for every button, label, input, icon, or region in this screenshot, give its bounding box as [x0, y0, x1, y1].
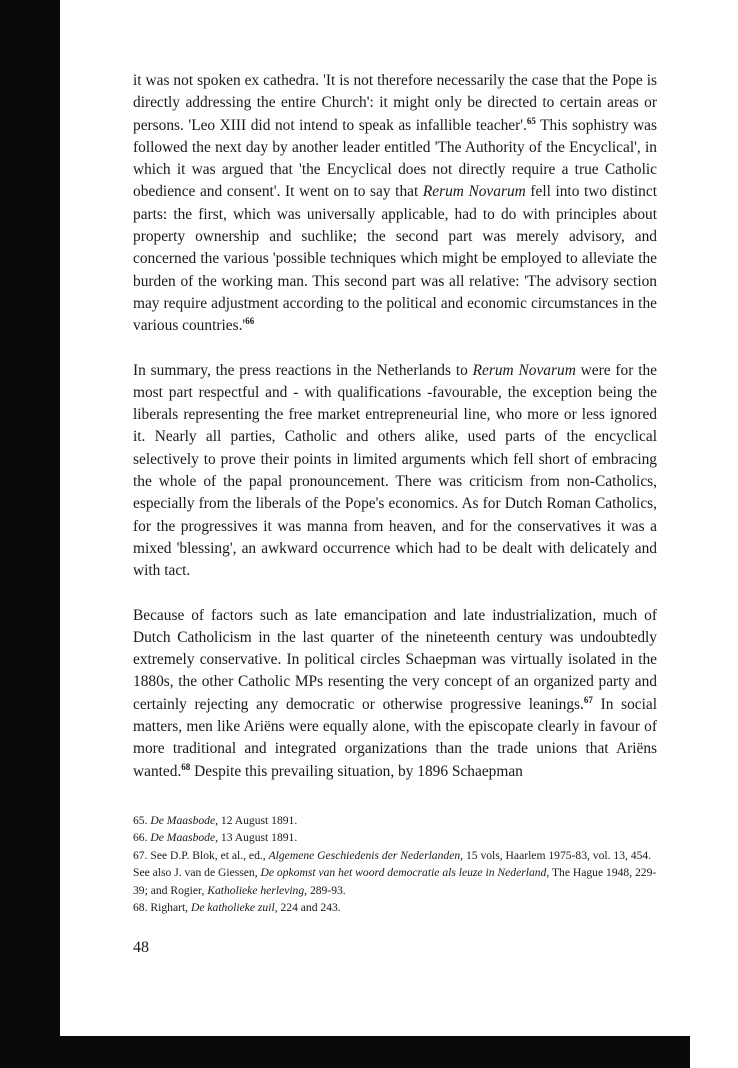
paragraph	[133, 360, 657, 583]
footnote	[133, 847, 657, 899]
footnote-ref: 66	[245, 316, 255, 327]
text-run: 224 and 243.	[277, 901, 341, 915]
italic-text: Rerum Novarum	[422, 183, 526, 201]
paragraph	[133, 70, 657, 338]
scan-border-bottom	[60, 1036, 690, 1068]
italic-text: De katholieke zuil,	[190, 901, 278, 915]
footnote	[133, 899, 657, 916]
text-run: 68. Righart,	[133, 901, 191, 915]
text-run: fell into two distinct parts: the first, which was universally applicable, had to do with principles about property ownership and suchlike; the second part was merely advisory, and concerned the various 'possible techniques which might be employed to alleviate the burden of the working man. This second part was all relative: 'The advisory section may require adjustment according to the political and economic circumstances in the various countries.'	[133, 183, 657, 335]
scan-border-left	[0, 0, 60, 1068]
text-run: In summary, the press reactions in the Netherlands to	[133, 361, 473, 379]
body-text	[133, 70, 657, 805]
footnote-ref: 67	[583, 694, 593, 705]
footnote-ref: 68	[181, 761, 191, 772]
italic-text: De Maasbode,	[150, 814, 219, 827]
text-run: 66.	[133, 831, 151, 845]
page-number: 48	[133, 939, 149, 956]
text-run: it was not spoken ex cathedra. 'It is not therefore necessarily the case that the Pope is directly addressing the entire Church': it might only be directed to certain areas or persons. 'Leo XIII did not intend to speak as infallible teacher'.	[133, 72, 657, 134]
text-run: 65.	[133, 814, 151, 827]
text-run: 13 August 1891.	[218, 831, 298, 845]
italic-text: De Maasbode,	[150, 831, 219, 845]
text-run: In social matters, men like Ariëns were equally alone, with the episcopate clearly in favour of more traditional and integrated organizations than the trade unions that Ariëns wanted.	[133, 695, 658, 780]
text-run: were for the most part respectful and - with qualifications -favourable, the exception being the liberals representing the free market entrepreneurial line, who more or less ignored it. Nearly all parties, Catholic and others alike, used parts of the encyclical selectively to prove their points in limited arguments which fell short of embracing the whole of the papal pronouncement. There was criticism from non-Catholics, especially from the liberals of the Pope's economics. As for Dutch Roman Catholics, for the progressives it was manna from heaven, and for the conservatives it was a mixed 'blessing', an awkward occurrence which had to be dealt with delicately and with tact.	[133, 361, 657, 580]
italic-text: Katholieke herleving,	[207, 883, 308, 897]
text-run: This sophistry was followed the next day by another leader entitled 'The Authority of the Encyclical', in which it was argued that 'the Encyclical does not directly require a true Catholic obedience and consent'. It went on to say that	[133, 116, 658, 201]
text-run: Despite this prevailing situation, by 1896 Schaepman	[190, 762, 523, 780]
paragraph	[133, 605, 657, 783]
italic-text: Rerum Novarum	[472, 361, 576, 379]
footnote	[133, 812, 657, 829]
text-run: 289-93.	[307, 883, 346, 897]
text-run: Because of factors such as late emancipation and late industrialization, much of Dutch Catholicism in the last quarter of the nineteenth century was undoubtedly extremely conservative. In political circles Schaepman was virtually isolated in the 1880s, the other Catholic MPs resenting the very concept of an organized party and certainly rejecting any democratic or otherwise progressive leanings.	[133, 606, 657, 713]
text-run: The Hague 1948, 229-39; and Rogier,	[133, 866, 657, 897]
footnote	[133, 829, 657, 846]
italic-text: De opkomst van het woord democratie als leuze in Nederland,	[260, 866, 550, 880]
text-run: 12 August 1891.	[218, 814, 298, 827]
text-run: 15 vols, Haarlem 1975-83, vol. 13, 454. See also J. van de Giessen,	[133, 848, 652, 880]
footnote-ref: 65	[526, 115, 536, 126]
italic-text: Algemene Geschiedenis der Nederlanden,	[268, 848, 464, 862]
footnotes	[133, 812, 657, 916]
text-run: 67. See D.P. Blok, et al., ed.,	[133, 848, 269, 862]
